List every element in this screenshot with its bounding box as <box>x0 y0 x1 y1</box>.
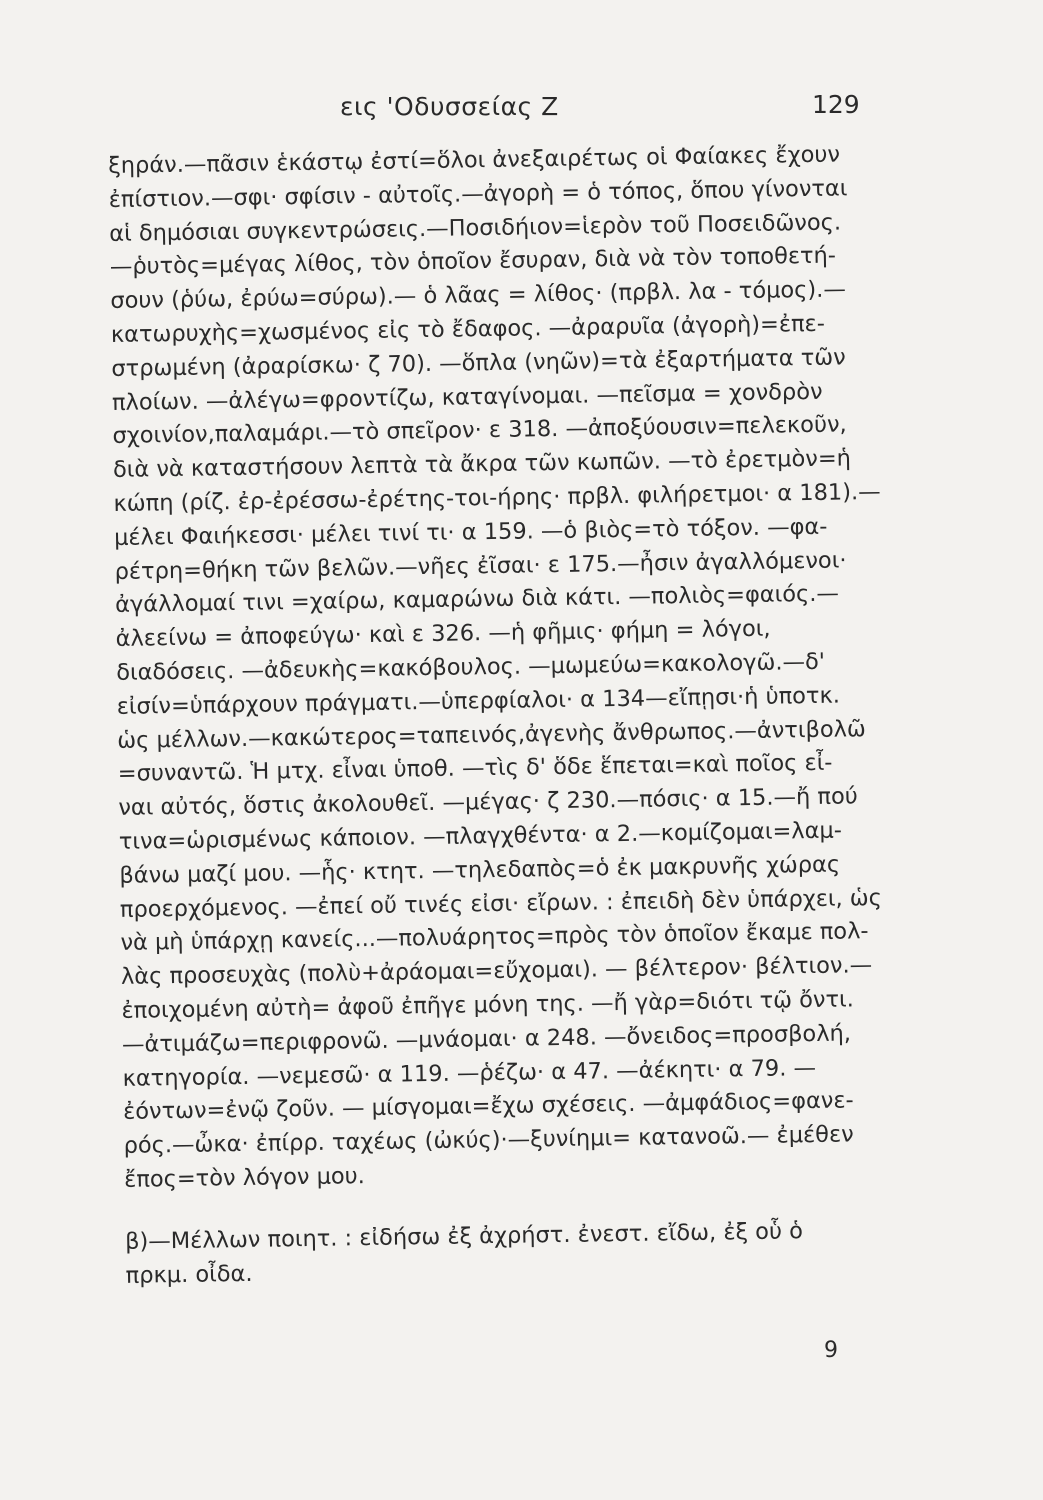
text-line: ρέτρη=θήκη τῶν βελῶν.—νῆες ἐῖσαι· ε 175.—ἦσιν ἀγαλλόμενοι· <box>114 547 847 585</box>
text-line: μέλει Φαιήκεσσι· μέλει τινί τι· α 159. —ὁ βιὸς=τὸ τόξον. —φα- <box>113 513 828 551</box>
text-line: κατωρυχὴς=χωσμένος εἰς τὸ ἔδαφος. —ἀραρυῖα (ἀγορὴ)=ἐπε- <box>110 310 826 348</box>
text-line: =συναντῶ. Ἡ μτχ. εἶναι ὑποθ. —τὶς δ' ὅδε ἕπεται=καὶ ποῖος εἶ- <box>117 750 833 788</box>
text-line: κώπη (ρίζ. ἐρ-ἐρέσσω-ἐρέτης-τοι-ήρης· πρβλ. φιλήρετμοι· α 181).— <box>113 478 881 517</box>
text-line: εἰσίν=ὑπάρχουν πράγματι.—ὑπερφίαλοι· α 134—εἴπῃσι·ἡ ὑποτκ. <box>116 682 841 720</box>
text-line: πλοίων. —ἀλέγω=φροντίζω, καταγίνομαι. —πεῖσμα = χονδρὸν <box>111 378 823 416</box>
text-line: ἐποιχομένη αὐτὴ= ἀφοῦ ἐπῆγε μόνη της. —ἤ γὰρ=διότι τῷ ὄντι. <box>121 986 855 1024</box>
text-line: ἀλεείνω = ἀποφεύγω· καὶ ε 326. —ἡ φῆμις· φήμη = λόγοι, <box>115 615 771 653</box>
text-line: —ἀτιμάζω=περιφρονῶ. —μνάομαι· α 248. —ὄνειδος=προσβολή, <box>121 1020 852 1058</box>
running-head: εις 'Οδυσσείας Ζ <box>340 92 559 121</box>
glossary-text <box>108 138 896 1293</box>
text-line: βάνω μαζί μου. —ἧς· κτητ. —τηλεδαπὸς=ὁ ἐκ μακρυνῆς χώρας <box>119 851 841 889</box>
text-line: ρός.—ὦκα· ἐπίρρ. ταχέως (ὠκύς)·—ξυνίημι= κατανοῶ.— ἐμέθεν <box>123 1121 854 1159</box>
text-line: ξηράν.—πᾶσιν ἑκάστῳ ἐστί=ὅλοι ἀνεξαιρέτως οἱ Φαίακες ἔχουν <box>108 141 841 179</box>
text-line: λὰς προσευχὰς (πολὺ+ἀράομαι=εὔχομαι). — βέλτερον· βέλτιον.— <box>120 952 873 991</box>
text-line: στρωμένη (ἀραρίσκω· ζ 70). —ὅπλα (νηῶν)=τὰ ἐξαρτήματα τῶν <box>111 344 846 382</box>
text-line: σουν (ῥύω, ἐρύω=σύρω).— ὁ λᾶας = λίθος· (πρβλ. λα - τόμος).— <box>110 276 847 315</box>
section-b-line: πρκμ. οἶδα. <box>125 1260 253 1289</box>
text-line: κατηγορία. —νεμεσῶ· α 119. —ῥέζω· α 47. —ἀέκητι· α 79. — <box>122 1054 817 1092</box>
text-line: διὰ νὰ καταστήσουν λεπτὰ τὰ ἄκρα τῶν κωπῶν. —τὸ ἐρετμὸν=ἡ <box>112 445 852 484</box>
text-line: ὡς μέλλων.—κακώτερος=ταπεινός,ἀγενὴς ἄνθρωπος.—ἀντιβολῶ <box>117 715 866 754</box>
text-line: αἱ δημόσιαι συγκεντρώσεις.—Ποσιδήιον=ἱερὸν τοῦ Ποσειδῶνος. <box>109 209 842 247</box>
text-line: προερχόμενος. —ἐπεί οὔ τινές εἰσι· εἴρων. : ἐπειδὴ δὲν ὑπάρχει, ὡς <box>119 884 883 923</box>
text-line: νὰ μὴ ὑπάρχῃ κανείς...—πολυάρητος=πρὸς τὸν ὁποῖον ἔκαμε πολ- <box>120 918 869 957</box>
text-line: —ῥυτὸς=μέγας λίθος, τὸν ὁποῖον ἔσυραν, διὰ νὰ τὸν τοποθετή- <box>109 242 837 281</box>
page-number: 129 <box>812 90 860 119</box>
text-line: ναι αὐτός, ὅστις ἀκολουθεῖ. —μέγας· ζ 230.—πόσις· α 15.—ἤ πού <box>118 783 858 822</box>
text-line: ἐπίστιον.—σφι· σφίσιν - αὐτοῖς.—ἀγορὴ = ὁ τόπος, ὅπου γίνονται <box>108 175 848 213</box>
text-line: τινα=ὡρισμένως κάποιον. —πλαγχθέντα· α 2.—κομίζομαι=λαμ- <box>118 817 843 855</box>
section-b-line: β)—Μέλλων ποιητ. : εἰδήσω ἐξ ἀχρήστ. ἐνεστ. εἴδω, ἐξ οὗ ὁ <box>124 1217 804 1255</box>
signature-mark: 9 <box>824 1338 838 1363</box>
text-line: διαδόσεις. —ἀδευκὴς=κακόβουλος. —μωμεύω=κακολογῶ.—δ' <box>116 648 826 686</box>
text-line: ἔπος=τὸν λόγον μου. <box>123 1163 366 1193</box>
text-line: ἀγάλλομαί τινι =χαίρω, καμαρώνω διὰ κάτι. —πολιὸς=φαιός.— <box>114 580 840 619</box>
text-line: σχοινίον,παλαμάρι.—τὸ σπεῖρον· ε 318. —ἀποξύουσιν=πελεκοῦν, <box>112 411 847 450</box>
text-line: ἐόντων=ἐνῷ ζοῦν. — μίσγομαι=ἔχω σχέσεις. —ἀμφάδιος=φανε- <box>122 1087 854 1126</box>
